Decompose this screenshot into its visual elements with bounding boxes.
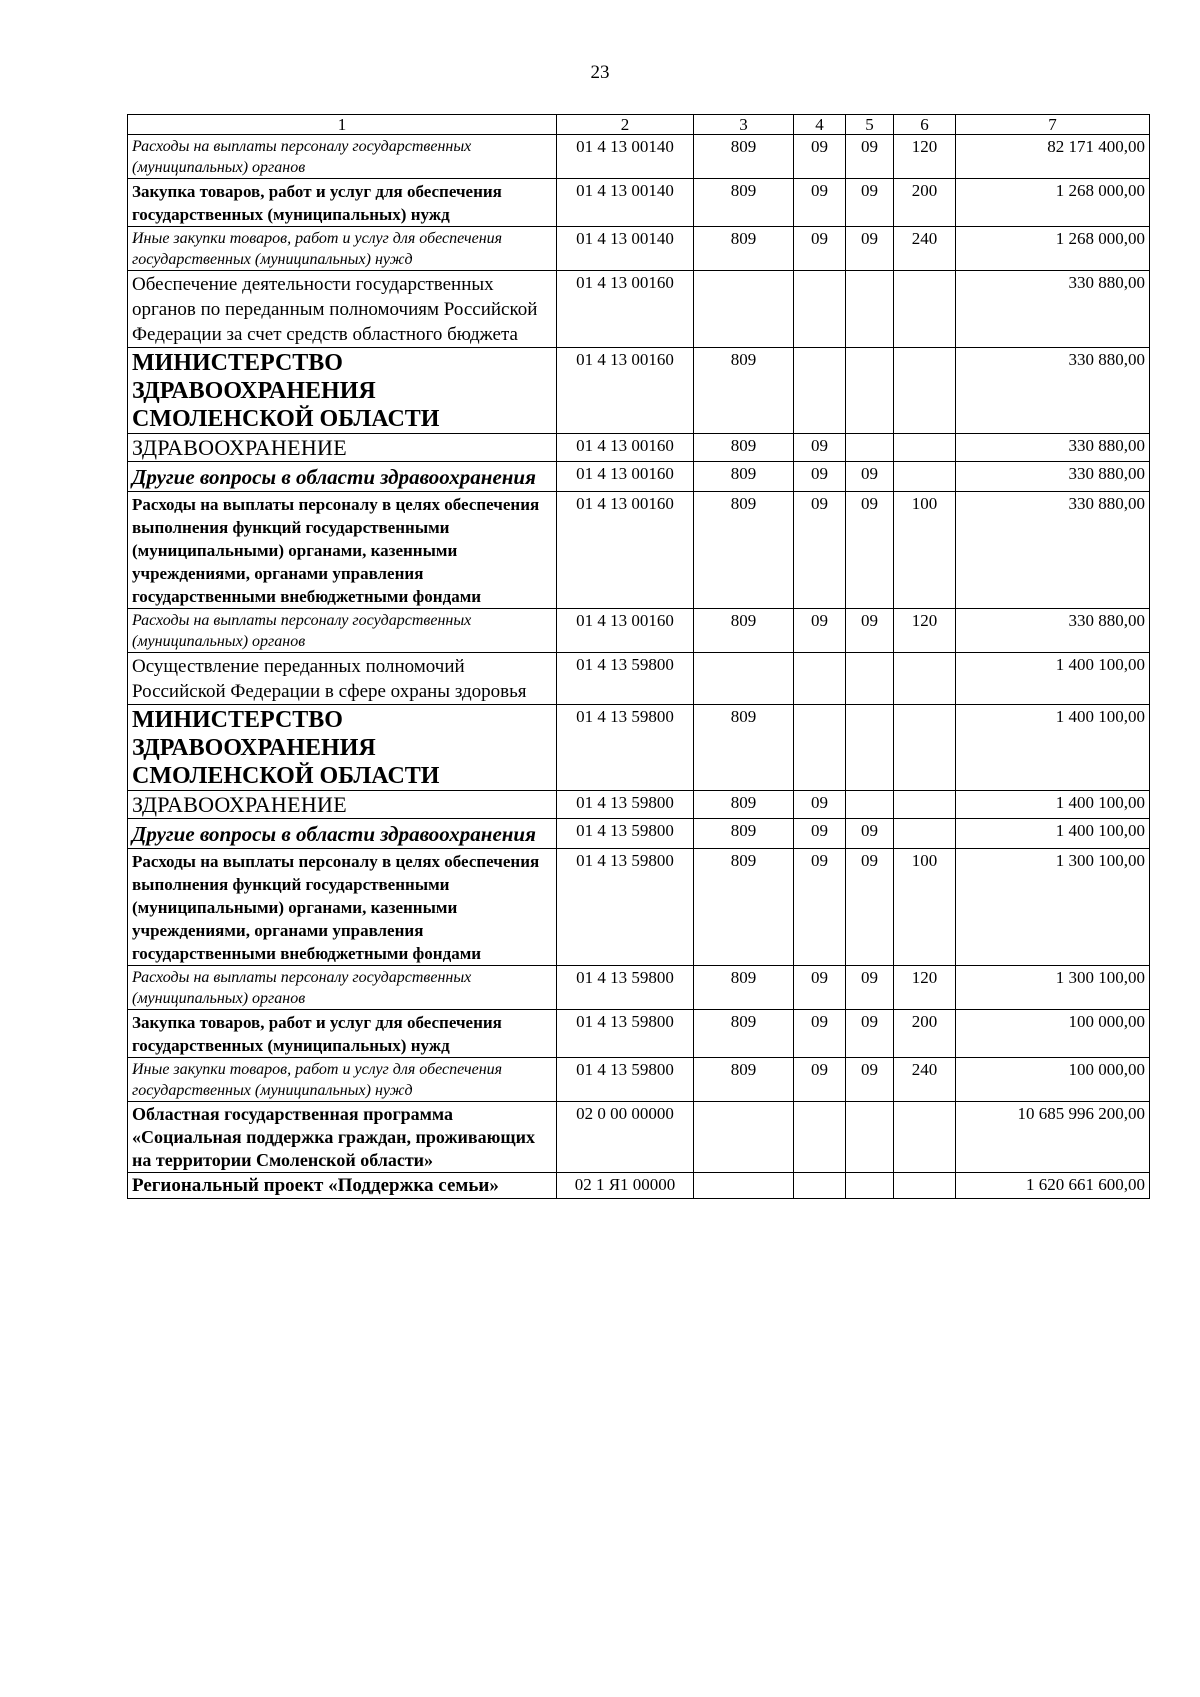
row-section-cell: 09 (794, 609, 846, 653)
row-subsection-cell (846, 348, 894, 434)
table-row (128, 849, 1150, 966)
budget-table (127, 114, 1150, 1199)
row-name-cell: ЗДРАВООХРАНЕНИЕ (128, 434, 557, 462)
row-amount-cell: 1 400 100,00 (956, 791, 1150, 819)
row-expense-type-cell: 120 (894, 609, 956, 653)
row-grbs-cell: 809 (694, 227, 794, 271)
row-subsection-cell: 09 (846, 819, 894, 849)
table-row (128, 462, 1150, 492)
row-amount-cell: 1 400 100,00 (956, 653, 1150, 705)
row-subsection-cell: 09 (846, 1010, 894, 1058)
row-grbs-cell: 809 (694, 179, 794, 227)
row-code-cell: 01 4 13 00160 (557, 492, 694, 609)
row-grbs-cell: 809 (694, 705, 794, 791)
row-amount-cell: 1 400 100,00 (956, 705, 1150, 791)
row-name-cell: Расходы на выплаты персоналу в целях обеспечения выполнения функций государственными (муниципальными) органами, казенными учреждениями, органами управления государственными внебюджетными фондами (128, 492, 557, 609)
row-name-cell: Закупка товаров, работ и услуг для обеспечения государственных (муниципальных) нужд (128, 1010, 557, 1058)
row-section-cell: 09 (794, 819, 846, 849)
row-section-cell: 09 (794, 135, 846, 179)
row-code-cell: 01 4 13 00140 (557, 179, 694, 227)
row-expense-type-cell (894, 705, 956, 791)
row-grbs-cell: 809 (694, 1058, 794, 1102)
row-expense-type-cell: 100 (894, 849, 956, 966)
table-row (128, 492, 1150, 609)
row-amount-cell: 330 880,00 (956, 462, 1150, 492)
row-amount-cell: 82 171 400,00 (956, 135, 1150, 179)
row-section-cell (794, 348, 846, 434)
page-number: 23 (590, 62, 610, 83)
header-row (128, 115, 1150, 135)
row-expense-type-cell: 120 (894, 135, 956, 179)
table-row (128, 1102, 1150, 1173)
table-row (128, 1173, 1150, 1199)
row-section-cell (794, 1102, 846, 1173)
row-section-cell (794, 705, 846, 791)
column-header: 1 (128, 115, 557, 135)
row-section-cell (794, 271, 846, 348)
row-amount-cell: 100 000,00 (956, 1010, 1150, 1058)
row-amount-cell: 1 268 000,00 (956, 227, 1150, 271)
row-code-cell: 01 4 13 00160 (557, 609, 694, 653)
row-code-cell: 01 4 13 59800 (557, 653, 694, 705)
row-expense-type-cell: 200 (894, 179, 956, 227)
row-grbs-cell (694, 653, 794, 705)
row-subsection-cell (846, 434, 894, 462)
row-grbs-cell: 809 (694, 492, 794, 609)
row-section-cell: 09 (794, 1058, 846, 1102)
row-name-cell: Расходы на выплаты персоналу государственных (муниципальных) органов (128, 966, 557, 1010)
row-name-cell: Обеспечение деятельности государственных органов по переданным полномочиям Российской Федерации за счет средств областного бюджета (128, 271, 557, 348)
row-name-cell: Закупка товаров, работ и услуг для обеспечения государственных (муниципальных) нужд (128, 179, 557, 227)
row-grbs-cell: 809 (694, 819, 794, 849)
row-section-cell: 09 (794, 849, 846, 966)
row-code-cell: 01 4 13 59800 (557, 1010, 694, 1058)
row-amount-cell: 100 000,00 (956, 1058, 1150, 1102)
row-section-cell: 09 (794, 179, 846, 227)
row-section-cell (794, 653, 846, 705)
row-subsection-cell: 09 (846, 609, 894, 653)
row-expense-type-cell (894, 1173, 956, 1199)
table-row (128, 434, 1150, 462)
row-name-cell: Другие вопросы в области здравоохранения (128, 462, 557, 492)
row-expense-type-cell (894, 434, 956, 462)
row-grbs-cell: 809 (694, 462, 794, 492)
row-expense-type-cell (894, 271, 956, 348)
row-subsection-cell (846, 1173, 894, 1199)
column-header: 7 (956, 115, 1150, 135)
column-header: 5 (846, 115, 894, 135)
row-expense-type-cell: 100 (894, 492, 956, 609)
row-grbs-cell (694, 271, 794, 348)
table-row (128, 966, 1150, 1010)
column-header: 3 (694, 115, 794, 135)
row-expense-type-cell: 240 (894, 227, 956, 271)
row-name-cell: Другие вопросы в области здравоохранения (128, 819, 557, 849)
row-subsection-cell: 09 (846, 135, 894, 179)
table-row (128, 705, 1150, 791)
row-name-cell: МИНИСТЕРСТВО ЗДРАВООХРАНЕНИЯ СМОЛЕНСКОЙ ОБЛАСТИ (128, 705, 557, 791)
row-expense-type-cell (894, 653, 956, 705)
row-subsection-cell (846, 705, 894, 791)
row-code-cell: 02 0 00 00000 (557, 1102, 694, 1173)
table-row (128, 227, 1150, 271)
row-name-cell: Региональный проект «Поддержка семьи» (128, 1173, 557, 1199)
table-row (128, 653, 1150, 705)
row-amount-cell: 330 880,00 (956, 609, 1150, 653)
row-code-cell: 01 4 13 00160 (557, 434, 694, 462)
row-expense-type-cell (894, 791, 956, 819)
row-code-cell: 01 4 13 00160 (557, 348, 694, 434)
row-code-cell: 02 1 Я1 00000 (557, 1173, 694, 1199)
row-amount-cell: 330 880,00 (956, 434, 1150, 462)
row-code-cell: 01 4 13 00140 (557, 135, 694, 179)
row-expense-type-cell: 120 (894, 966, 956, 1010)
row-section-cell: 09 (794, 1010, 846, 1058)
row-expense-type-cell (894, 1102, 956, 1173)
row-code-cell: 01 4 13 00160 (557, 271, 694, 348)
column-header: 4 (794, 115, 846, 135)
row-name-cell: Расходы на выплаты персоналу государственных (муниципальных) органов (128, 135, 557, 179)
row-grbs-cell: 809 (694, 1010, 794, 1058)
row-section-cell: 09 (794, 492, 846, 609)
row-section-cell: 09 (794, 434, 846, 462)
row-code-cell: 01 4 13 59800 (557, 705, 694, 791)
row-subsection-cell: 09 (846, 966, 894, 1010)
row-subsection-cell (846, 1102, 894, 1173)
row-grbs-cell: 809 (694, 135, 794, 179)
row-name-cell: Иные закупки товаров, работ и услуг для обеспечения государственных (муниципальных) нужд (128, 1058, 557, 1102)
row-grbs-cell: 809 (694, 791, 794, 819)
row-code-cell: 01 4 13 59800 (557, 791, 694, 819)
row-code-cell: 01 4 13 59800 (557, 966, 694, 1010)
row-grbs-cell: 809 (694, 348, 794, 434)
row-amount-cell: 1 268 000,00 (956, 179, 1150, 227)
row-expense-type-cell (894, 819, 956, 849)
row-amount-cell: 1 300 100,00 (956, 966, 1150, 1010)
row-subsection-cell (846, 271, 894, 348)
row-code-cell: 01 4 13 59800 (557, 819, 694, 849)
row-code-cell: 01 4 13 00140 (557, 227, 694, 271)
table-row (128, 179, 1150, 227)
table-row (128, 609, 1150, 653)
table-row (128, 819, 1150, 849)
row-expense-type-cell (894, 462, 956, 492)
row-subsection-cell: 09 (846, 492, 894, 609)
row-subsection-cell: 09 (846, 849, 894, 966)
row-name-cell: МИНИСТЕРСТВО ЗДРАВООХРАНЕНИЯ СМОЛЕНСКОЙ ОБЛАСТИ (128, 348, 557, 434)
row-amount-cell: 330 880,00 (956, 271, 1150, 348)
table-row (128, 135, 1150, 179)
row-name-cell: Расходы на выплаты персоналу государственных (муниципальных) органов (128, 609, 557, 653)
row-amount-cell: 330 880,00 (956, 348, 1150, 434)
row-name-cell: Областная государственная программа «Социальная поддержка граждан, проживающих на территории Смоленской области» (128, 1102, 557, 1173)
row-subsection-cell: 09 (846, 462, 894, 492)
row-amount-cell: 1 300 100,00 (956, 849, 1150, 966)
row-subsection-cell: 09 (846, 227, 894, 271)
row-name-cell: Расходы на выплаты персоналу в целях обеспечения выполнения функций государственными (муниципальными) органами, казенными учреждениями, органами управления государственными внебюджетными фондами (128, 849, 557, 966)
row-grbs-cell: 809 (694, 609, 794, 653)
row-section-cell: 09 (794, 966, 846, 1010)
row-name-cell: Осуществление переданных полномочий Российской Федерации в сфере охраны здоровья (128, 653, 557, 705)
row-name-cell: Иные закупки товаров, работ и услуг для обеспечения государственных (муниципальных) нужд (128, 227, 557, 271)
row-grbs-cell: 809 (694, 966, 794, 1010)
row-subsection-cell (846, 791, 894, 819)
row-expense-type-cell: 200 (894, 1010, 956, 1058)
column-header: 6 (894, 115, 956, 135)
row-code-cell: 01 4 13 59800 (557, 1058, 694, 1102)
row-grbs-cell: 809 (694, 434, 794, 462)
row-grbs-cell: 809 (694, 849, 794, 966)
table-row (128, 1010, 1150, 1058)
table-body (128, 135, 1150, 1199)
row-section-cell (794, 1173, 846, 1199)
row-subsection-cell: 09 (846, 1058, 894, 1102)
table-row (128, 348, 1150, 434)
row-code-cell: 01 4 13 00160 (557, 462, 694, 492)
row-name-cell: ЗДРАВООХРАНЕНИЕ (128, 791, 557, 819)
row-expense-type-cell: 240 (894, 1058, 956, 1102)
row-amount-cell: 1 400 100,00 (956, 819, 1150, 849)
row-section-cell: 09 (794, 462, 846, 492)
table-row (128, 791, 1150, 819)
row-subsection-cell: 09 (846, 179, 894, 227)
row-code-cell: 01 4 13 59800 (557, 849, 694, 966)
row-expense-type-cell (894, 348, 956, 434)
row-amount-cell: 10 685 996 200,00 (956, 1102, 1150, 1173)
row-section-cell: 09 (794, 227, 846, 271)
row-grbs-cell (694, 1173, 794, 1199)
row-grbs-cell (694, 1102, 794, 1173)
table-row (128, 1058, 1150, 1102)
column-header: 2 (557, 115, 694, 135)
row-amount-cell: 1 620 661 600,00 (956, 1173, 1150, 1199)
row-amount-cell: 330 880,00 (956, 492, 1150, 609)
table-row (128, 271, 1150, 348)
row-section-cell: 09 (794, 791, 846, 819)
row-subsection-cell (846, 653, 894, 705)
